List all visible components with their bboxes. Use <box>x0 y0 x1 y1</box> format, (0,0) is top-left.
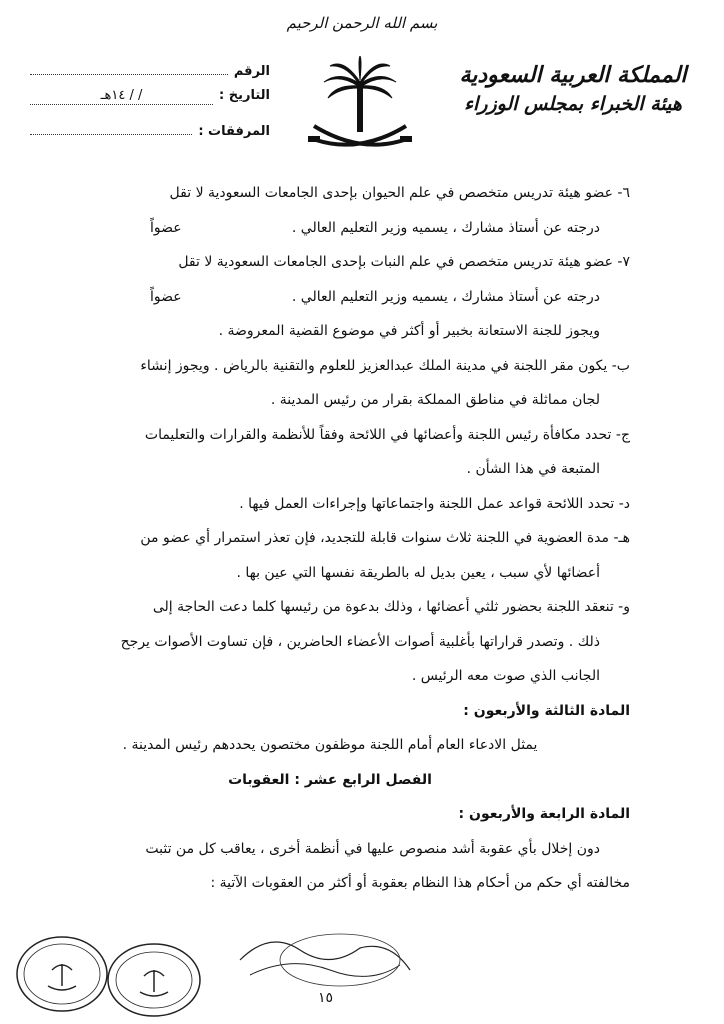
body-line: هـ- مدة العضوية في اللجنة ثلاث سنوات قابلة للتجديد، فإن تعذر استمرار أي عضو من <box>140 530 630 546</box>
body-line: الجانب الذي صوت معه الرئيس . <box>411 668 600 684</box>
body-line: أعضائها لأي سبب ، يعين بديل له بالطريقة نفسها التي عين بها . <box>236 564 600 581</box>
body-line-text: درجته عن أستاذ مشارك ، يسميه وزير التعليم العالي . <box>291 219 600 236</box>
body-line: لجان مماثلة في مناطق المملكة بقرار من رئيس المدينة . <box>270 392 600 408</box>
body-line-text: درجته عن أستاذ مشارك ، يسميه وزير التعليم العالي . <box>291 288 600 305</box>
body-line: د- تحدد اللائحة قواعد عمل اللجنة واجتماعاتها وإجراءات العمل فيها . <box>239 495 630 512</box>
body-line: ٦- عضو هيئة تدريس متخصص في علم الحيوان بإحدى الجامعات السعودية لا تقل <box>169 185 630 201</box>
date-label: التاريخ : <box>219 88 270 103</box>
org-name-line1: المملكة العربية السعودية <box>459 62 687 88</box>
body-line: مخالفته أي حكم من أحكام هذا النظام بعقوبة أو أكثر من العقوبات الآتية : <box>210 875 630 891</box>
attachments-label: المرفقات : <box>198 124 270 139</box>
number-row <box>30 58 270 88</box>
signature-scribble-icon <box>230 920 420 990</box>
body-line <box>30 280 630 315</box>
basmala: بسم الله الرحمن الرحيم <box>286 14 438 32</box>
official-seal-icon <box>104 940 204 1020</box>
palm-and-swords-emblem-icon <box>300 56 420 166</box>
member-tag: عضواً <box>150 288 182 305</box>
number-field <box>30 58 228 75</box>
body-line <box>30 211 630 246</box>
body-line: دون إخلال بأي عقوبة أشد منصوص عليها في أنظمة أخرى ، يعاقب كل من تثبت <box>145 840 600 857</box>
number-label: الرقم <box>233 64 270 79</box>
article-44-heading: المادة الرابعة والأربعون : <box>458 806 630 822</box>
body-line: ٧- عضو هيئة تدريس متخصص في علم النبات بإحدى الجامعات السعودية لا تقل <box>178 254 630 270</box>
organization-header <box>458 60 688 118</box>
date-value: / / ١٤هـ <box>30 88 213 105</box>
body-line: ذلك . وتصدر قراراتها بأغلبية أصوات الأعضاء الحاضرين ، فإن تساوت الأصوات يرجح <box>120 633 600 650</box>
article-43-heading: المادة الثالثة والأربعون : <box>463 702 630 719</box>
body-line: ج- تحدد مكافأة رئيس اللجنة وأعضائها في اللائحة وفقاً للأنظمة والقرارات والتعليمات <box>144 426 630 443</box>
body-line: يمثل الادعاء العام أمام اللجنة موظفون مختصون يحددهم رئيس المدينة . <box>122 737 538 753</box>
letter-meta <box>30 58 270 148</box>
attachments-field <box>30 118 192 135</box>
page-number: ١٥ <box>318 990 334 1006</box>
attachments-row <box>30 118 270 148</box>
date-row <box>30 88 270 118</box>
body-line: ويجوز للجنة الاستعانة بخبير أو أكثر في موضوع القضية المعروضة . <box>218 323 600 339</box>
official-seal-icon <box>14 934 110 1014</box>
chapter-14-heading: الفصل الرابع عشر : العقوبات <box>228 771 432 788</box>
body-line: المتبعة في هذا الشأن . <box>466 461 600 477</box>
document-body <box>30 176 630 901</box>
member-tag: عضواً <box>150 219 182 236</box>
org-name-line2: هيئة الخبراء بمجلس الوزراء <box>464 93 682 115</box>
body-line: و- تنعقد اللجنة بحضور ثلثي أعضائها ، وذلك بدعوة من رئيسها كلما دعت الحاجة إلى <box>152 599 630 615</box>
body-line: ب- يكون مقر اللجنة في مدينة الملك عبدالعزيز للعلوم والتقنية بالرياض . ويجوز إنشاء <box>140 357 630 374</box>
